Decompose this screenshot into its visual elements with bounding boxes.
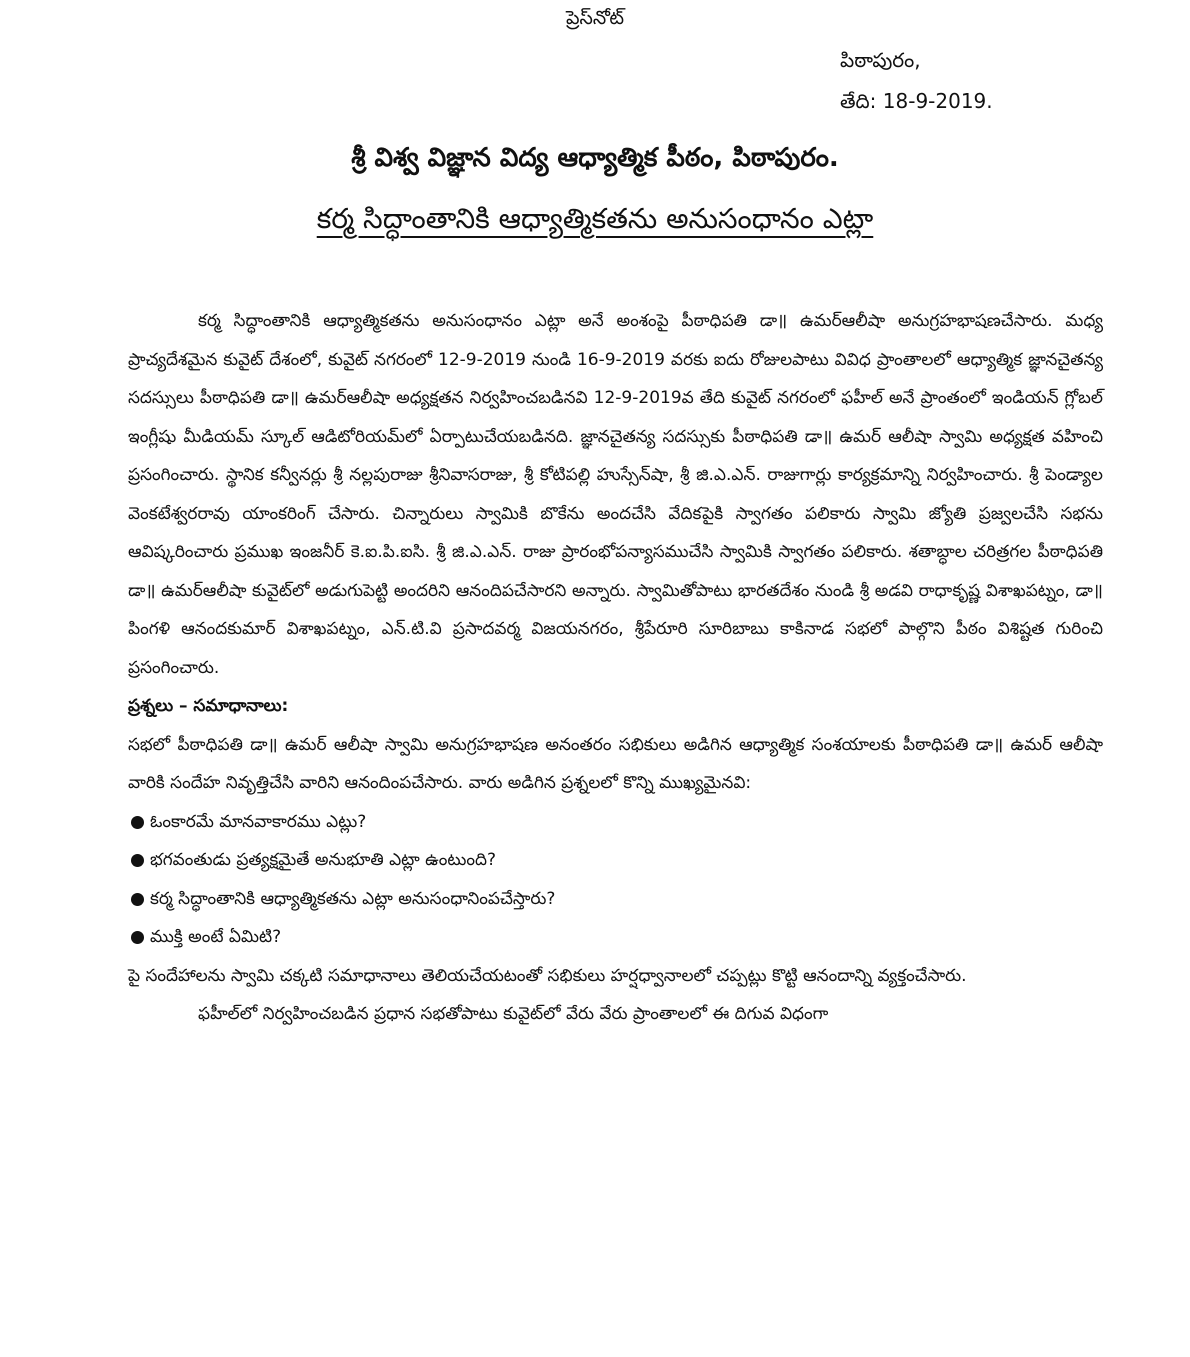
document-subtitle-text: కర్మ సిద్ధాంతానికి ఆధ్యాత్మికతను అనుసంధానం ఎట్లా (316, 202, 874, 235)
question-item: కర్మ సిద్ధాంతానికి ఆధ్యాత్మికతను ఎట్లా అనుసంధానింపచేస్తారు? (128, 880, 1103, 919)
question-item: భగవంతుడు ప్రత్యక్షమైతే అనుభూతి ఎట్లా ఉంటుంది? (128, 841, 1103, 880)
qa-intro: సభలో పీఠాధిపతి డా॥ ఉమర్ ఆలీషా స్వామి అనుగ్రహభాషణ అనంతరం సభికులు అడిగిన ఆధ్యాత్మిక సంశయాలకు పీఠాధిపతి డా॥ ఉమర్ ఆలీషా వారికి సందేహ నివృత్తిచేసి వారిని ఆనందింపచేసారు. వారు అడిగిన ప్రశ్నలలో కొన్ని ముఖ్యమైనవి: (128, 734, 1103, 793)
document-title: శ్రీ విశ్వ విజ్ఞాన విద్య ఆధ్యాత్మిక పీఠం, పిఠాపురం. (351, 143, 839, 173)
date-line: తేది: 18-9-2019. (840, 89, 993, 113)
question-item: ఓంకారమే మానవాకారము ఎట్లు? (128, 803, 1103, 842)
closing-paragraph: ఫహీల్‌లో నిర్వహించబడిన ప్రధాన సభతోపాటు కువైట్‌లో వేరు వేరు ప్రాంతాలలో ఈ దిగువ విధంగా (198, 1004, 829, 1024)
press-note-label: ప్రెస్‌నోట్ (566, 7, 624, 29)
question-list (128, 803, 1103, 957)
body-paragraph: కర్మ సిద్ధాంతానికి ఆధ్యాత్మికతను అనుసంధానం ఎట్లా అనే అంశంపై పీఠాధిపతి డా॥ ఉమర్‌ఆలీషా అనుగ్రహభాషణచేసారు. మధ్య ప్రాచ్యదేశమైన కువైట్ దేశంలో, కువైట్ నగరంలో 12-9-2019 నుండి 16-9-2019 వరకు ఐదు రోజులపాటు వివిధ ప్రాంతాలలో ఆధ్యాత్మిక జ్ఞానచైతన్య సదస్సులు పీఠాధిపతి డా॥ ఉమర్‌ఆలీషా అధ్యక్షతన నిర్వహించబడినవి 12-9-2019వ తేది కువైట్ నగరంలో ఫహీల్ అనే ప్రాంతంలో ఇండియన్ గ్లోబల్ ఇంగ్లీషు మీడియమ్ స్కూల్ ఆడిటోరియమ్‌లో ఏర్పాటుచేయబడినది. జ్ఞానచైతన్య సదస్సుకు పీఠాధిపతి డా॥ ఉమర్ ఆలీషా స్వామి అధ్యక్షత వహించి ప్రసంగించారు. స్థానిక కన్వీనర్లు శ్రీ నల్లపురాజు శ్రీనివాసరాజు, శ్రీ కోటిపల్లి హుస్సేన్‌షా, శ్రీ జి.ఎ.ఎన్. రాజుగార్లు కార్యక్రమాన్ని నిర్వహించారు. శ్రీ పెండ్యాల వెంకటేశ్వరరావు యాంకరింగ్ చేసారు. చిన్నారులు స్వామికి బొకేను అందచేసి వేదికపైకి స్వాగతం పలికారు స్వామి జ్యోతి ప్రజ్వలచేసి సభను ఆవిష్కరించారు ప్రముఖ ఇంజనీర్ కె.ఐ.పి.ఐసి. శ్రీ జి.ఎ.ఎన్. రాజు ప్రారంభోపన్యాసముచేసి స్వామికి స్వాగతం పలికారు. శతాబ్ధాల చరిత్రగల పీఠాధిపతి డా॥ ఉమర్‌ఆలీషా కువైట్‌లో అడుగుపెట్టి అందరిని ఆనందిపచేసారని అన్నారు. స్వామితోపాటు భారతదేశం నుండి శ్రీ అడవి రాధాకృష్ణ విశాఖపట్నం, డా॥ పింగళి ఆనందకుమార్ విశాఖపట్నం, ఎన్.టి.వి ప్రసాదవర్మ విజయనగరం, శ్రీపేరూరి సూరిబాబు కాకినాడ సభలో పాల్గొని పీఠం విశిష్టత గురించి ప్రసంగించారు. (128, 311, 1103, 678)
qa-conclusion: పై సందేహాలను స్వామి చక్కటి సమాధానాలు తెలియచేయటంతో సభికులు హర్షధ్వానాలలో చప్పట్లు కొట్టి ఆనందాన్ని వ్యక్తంచేసారు. (128, 965, 967, 986)
question-item: ముక్తి అంటే ఏమిటి? (128, 918, 1103, 957)
document-body (128, 302, 1103, 1034)
place-line: పిఠాపురం, (840, 48, 921, 72)
document-subtitle (0, 195, 1190, 243)
qa-heading: ప్రశ్నలు – సమాధానాలు: (128, 696, 289, 716)
